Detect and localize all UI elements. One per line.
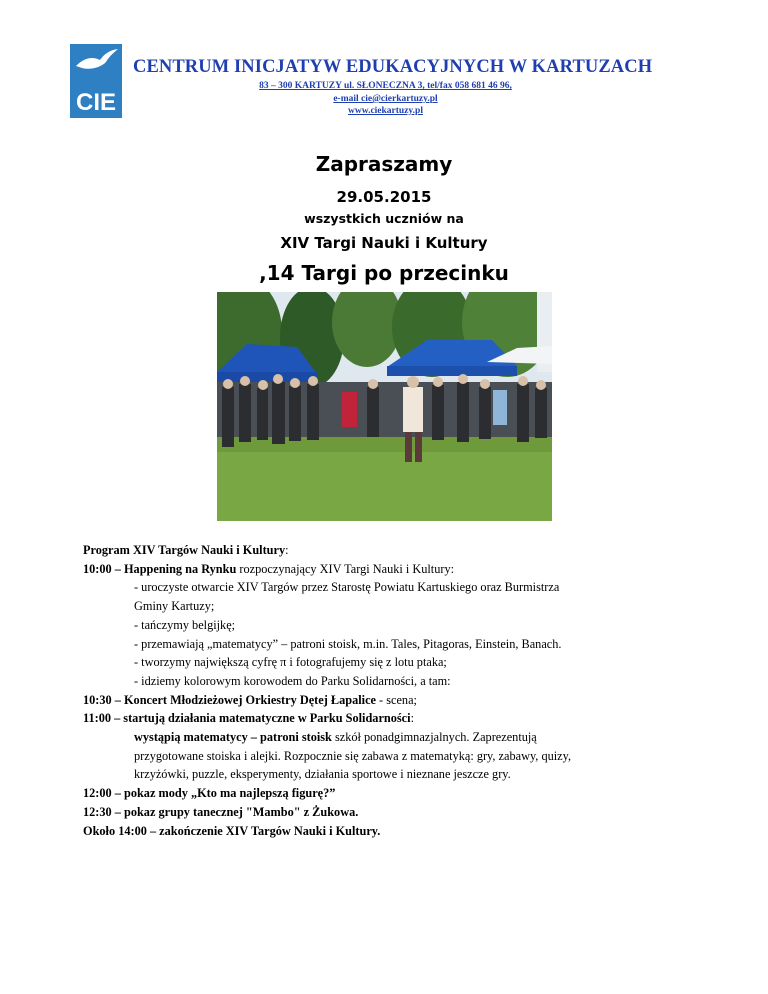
program-section [83, 541, 723, 840]
program-item-1000-heading: 10:00 – Happening na Rynku [83, 561, 237, 576]
program-item-1100-heading: 11:00 – startują działania matematyczne w Parku Solidarności [83, 711, 411, 726]
program-subitem: - uroczyste otwarcie XIV Targów przez Starostę Powiatu Kartuskiego oraz Burmistrza [134, 580, 560, 595]
program-subitem [83, 728, 723, 747]
program-item-1000-text: rozpoczynający XIV Targi Nauki i Kultury: [236, 561, 455, 576]
org-website-link[interactable]: www.ciekartuzy.pl [348, 106, 423, 116]
program-item-1100-text: : [410, 711, 414, 726]
program-item-1030-text: - scena; [375, 692, 417, 707]
program-subitem: przygotowane stoiska i alejki. Rozpocznie się zabawa z matematyką: gry, zabawy, quizy, [134, 748, 572, 763]
invitation-heading: Zapraszamy [315, 152, 453, 176]
event-photo [217, 292, 552, 521]
event-slogan: ,14 Targi po przecinku [259, 261, 509, 285]
org-email-link[interactable]: e-mail cie@cierkartuzy.pl [333, 94, 438, 104]
program-title: Program XIV Targów Nauki i Kultury [83, 543, 286, 557]
cie-logo [70, 44, 122, 118]
bird-logo-icon [70, 44, 122, 118]
program-subitem-bold: wystąpią matematycy – patroni stoisk [134, 730, 332, 745]
program-subitem: - idziemy kolorowym korowodem do Parku Solidarności, a tam: [134, 673, 451, 688]
program-item-1200-heading: 12:00 – pokaz mody „Kto ma najlepszą figurę?” [83, 786, 336, 801]
program-item-1200 [83, 784, 723, 803]
program-subitem: Gminy Kartuzy; [134, 599, 215, 614]
program-item-1100 [83, 709, 723, 728]
program-item-1400-heading: Około 14:00 – zakończenie XIV Targów Nauki i Kultury. [83, 823, 381, 838]
program-subitem: - tworzymy największą cyfrę π i fotografujemy się z lotu ptaka; [134, 655, 447, 670]
program-subitem-text: szkół ponadgimnazjalnych. Zaprezentują [331, 730, 537, 745]
program-subitem: krzyżówki, puzzle, eksperymenty, działania sportowe i nieznane jeszcze gry. [134, 767, 511, 782]
event-name: XIV Targi Nauki i Kultury [280, 234, 488, 252]
program-title-suffix: : [285, 543, 289, 557]
program-item-1230 [83, 803, 723, 822]
logo-text: CIE [75, 89, 117, 116]
program-item-1030 [83, 691, 723, 710]
program-subitem: - przemawiają „matematycy” – patroni stoisk, m.in. Tales, Pitagoras, Einstein, Banach. [134, 636, 562, 651]
program-item-1400 [83, 822, 723, 841]
program-subitem: - tańczymy belgijkę; [134, 617, 236, 632]
org-name: CENTRUM INICJATYW EDUKACYJNYCH W KARTUZACH [133, 57, 653, 77]
program-item-1030-heading: 10:30 – Koncert Młodzieżowej Orkiestry Dętej Łapalice [83, 692, 376, 707]
outdoor-crowd-photo-icon [217, 292, 552, 521]
audience-line: wszystkich uczniów na [304, 211, 464, 226]
program-title-row [83, 541, 723, 560]
program-item-1230-heading: 12:30 – pokaz grupy tanecznej "Mambo" z Żukowa. [83, 804, 359, 819]
org-address: 83 – 300 KARTUZY ul. SŁONECZNA 3, tel/fax 058 681 46 96, [259, 81, 512, 91]
event-date: 29.05.2015 [336, 188, 432, 206]
program-item-1000 [83, 560, 723, 579]
